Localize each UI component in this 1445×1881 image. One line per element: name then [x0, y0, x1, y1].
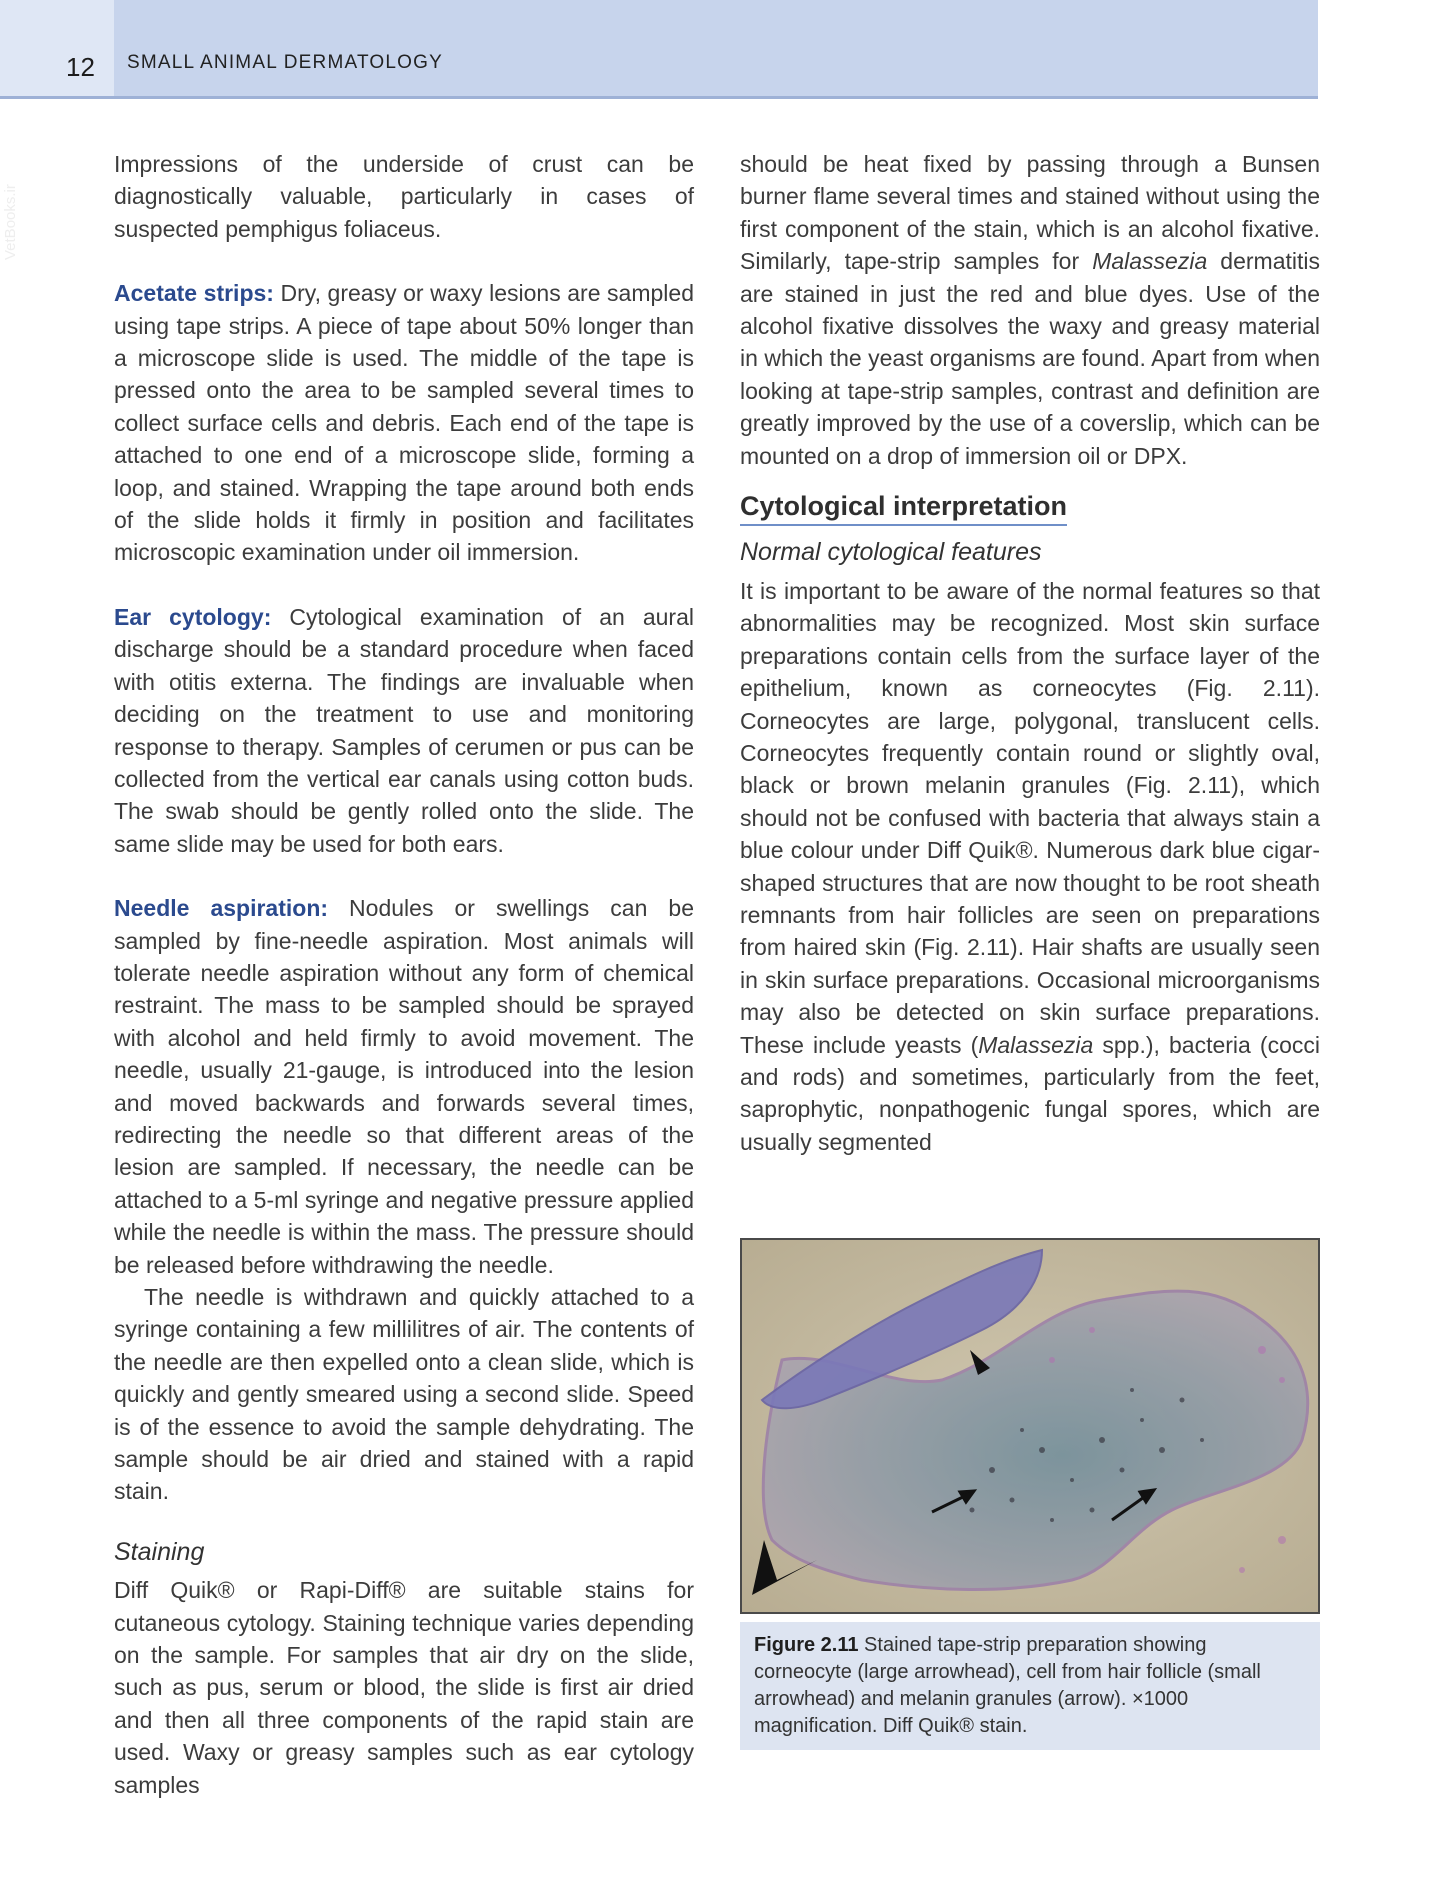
needle-lead: Needle aspiration: — [114, 895, 329, 922]
continuation-paragraph — [740, 148, 1320, 472]
normal-text-a: It is important to be aware of the normal features so that abnormalities may be recognized. Most skin surface preparations contain cells from the surface layer of the epithelium, known as corneocytes (Fig. 2.11). Corneocytes are large, polygonal, translucent cells. Corneocytes frequently contain round or slightly oval, black or brown melanin granules (Fig. 2.11), which should not be confused with bacteria that always stain a blue colour under Diff Quik®. Numerous dark blue cigar-shaped structures that are now thought to be root sheath remnants from hair follicles are seen on preparations from haired skin (Fig. 2.11). Hair shafts are usually seen in skin surface preparations. Occasional microorganisms may also be detected on skin surface preparations. These include yeasts ( — [740, 577, 1320, 1058]
needle-paragraph-2: The needle is withdrawn and quickly attached to a syringe containing a few millilitres of air. The contents of the needle are then expelled onto a clean slide, which is quickly and gently smeared using a second slide. Speed is of the essence to avoid the sample dehydrating. The sample should be air dried and stained with a rapid stain. — [114, 1284, 694, 1505]
page-number: 12 — [66, 52, 95, 82]
staining-heading: Staining — [114, 1537, 205, 1566]
continuation-text-b: dermatitis are stained in just the red and blue dyes. Use of the alcohol fixative dissolves the waxy and greasy material in which the yeast organisms are found. Apart from when looking at tape-strip samples, contrast and definition are greatly improved by the use of a coverslip, which can be mounted on a drop of immersion oil or DPX. — [740, 248, 1320, 469]
needle-paragraph — [114, 892, 694, 1281]
right-column — [740, 148, 1320, 1158]
staining-paragraph: Diff Quik® or Rapi-Diff® are suitable stains for cutaneous cytology. Staining technique varies depending on the sample. For samples that air dry on the slide, such as pus, serum or blood, the slide is first air dried and then all three components of the rapid stain are used. Waxy or greasy samples such as ear cytology samples — [114, 1577, 694, 1798]
acetate-text: Dry, greasy or waxy lesions are sampled using tape strips. A piece of tape about 50% longer than a microscope slide is used. The middle of the tape is pressed onto the area to be sampled several times to collect surface cells and debris. Each end of the tape is attached to one end of a microscope slide, forming a loop, and stained. Wrapping the tape around both ends of the slide holds it firmly in position and facilitates microscopic examination under oil immersion. — [114, 280, 694, 566]
figure-micrograph — [740, 1238, 1320, 1614]
page-number-tab — [0, 0, 114, 96]
micrograph-image — [742, 1240, 1318, 1612]
intro-paragraph: Impressions of the underside of crust can be diagnostically valuable, particularly in cases of suspected pemphigus foliaceus. — [114, 151, 694, 242]
subsection-heading: Normal cytological features — [740, 538, 1042, 567]
normal-italic: Malassezia — [978, 1031, 1094, 1058]
ear-lead: Ear cytology: — [114, 603, 272, 630]
acetate-lead: Acetate strips: — [114, 280, 274, 307]
running-head-title: SMALL ANIMAL DERMATOLOGY — [127, 52, 443, 73]
figure-caption — [740, 1622, 1320, 1750]
left-column — [114, 148, 694, 1801]
running-header — [0, 0, 1318, 99]
watermark: VetBooks.ir — [2, 184, 19, 260]
ear-paragraph — [114, 601, 694, 860]
acetate-paragraph — [114, 277, 694, 569]
figure-label: Figure 2.11 — [754, 1634, 859, 1656]
ear-text: Cytological examination of an aural discharge should be a standard procedure when faced with otitis externa. The findings are invaluable when deciding on the treatment to use and monitoring response to therapy. Samples of cerumen or pus can be collected from the vertical ear canals using cotton buds. The swab should be gently rolled onto the slide. The same slide may be used for both ears. — [114, 603, 694, 857]
continuation-text-a: should be heat fixed by passing through a Bunsen burner flame several times and stained without using the first component of the stain, which is an alcohol fixative. Similarly, tape-strip samples for — [740, 151, 1320, 275]
normal-features-paragraph — [740, 575, 1320, 1158]
continuation-italic: Malassezia — [1092, 248, 1208, 275]
figure-caption-text: Stained tape-strip preparation showing corneocyte (large arrowhead), cell from hair follicle (small arrowhead) and melanin granules (arrow). ×1000 magnification. Diff Quik® stain. — [754, 1634, 1261, 1737]
normal-text-b: spp.), bacteria (cocci and rods) and sometimes, particularly from the feet, saprophytic, nonpathogenic fungal spores, which are usually segmented — [740, 1031, 1320, 1155]
section-heading: Cytological interpretation — [740, 490, 1067, 526]
needle-text: Nodules or swellings can be sampled by fine-needle aspiration. Most animals will tolerate needle aspiration without any form of chemical restraint. The mass to be sampled should be sprayed with alcohol and held firmly to avoid movement. The needle, usually 21-gauge, is introduced into the lesion and moved backwards and forwards several times, redirecting the needle so that different areas of the lesion are sampled. If necessary, the needle can be attached to a 5-ml syringe and negative pressure applied while the needle is within the mass. The pressure should be released before withdrawing the needle. — [114, 895, 694, 1278]
